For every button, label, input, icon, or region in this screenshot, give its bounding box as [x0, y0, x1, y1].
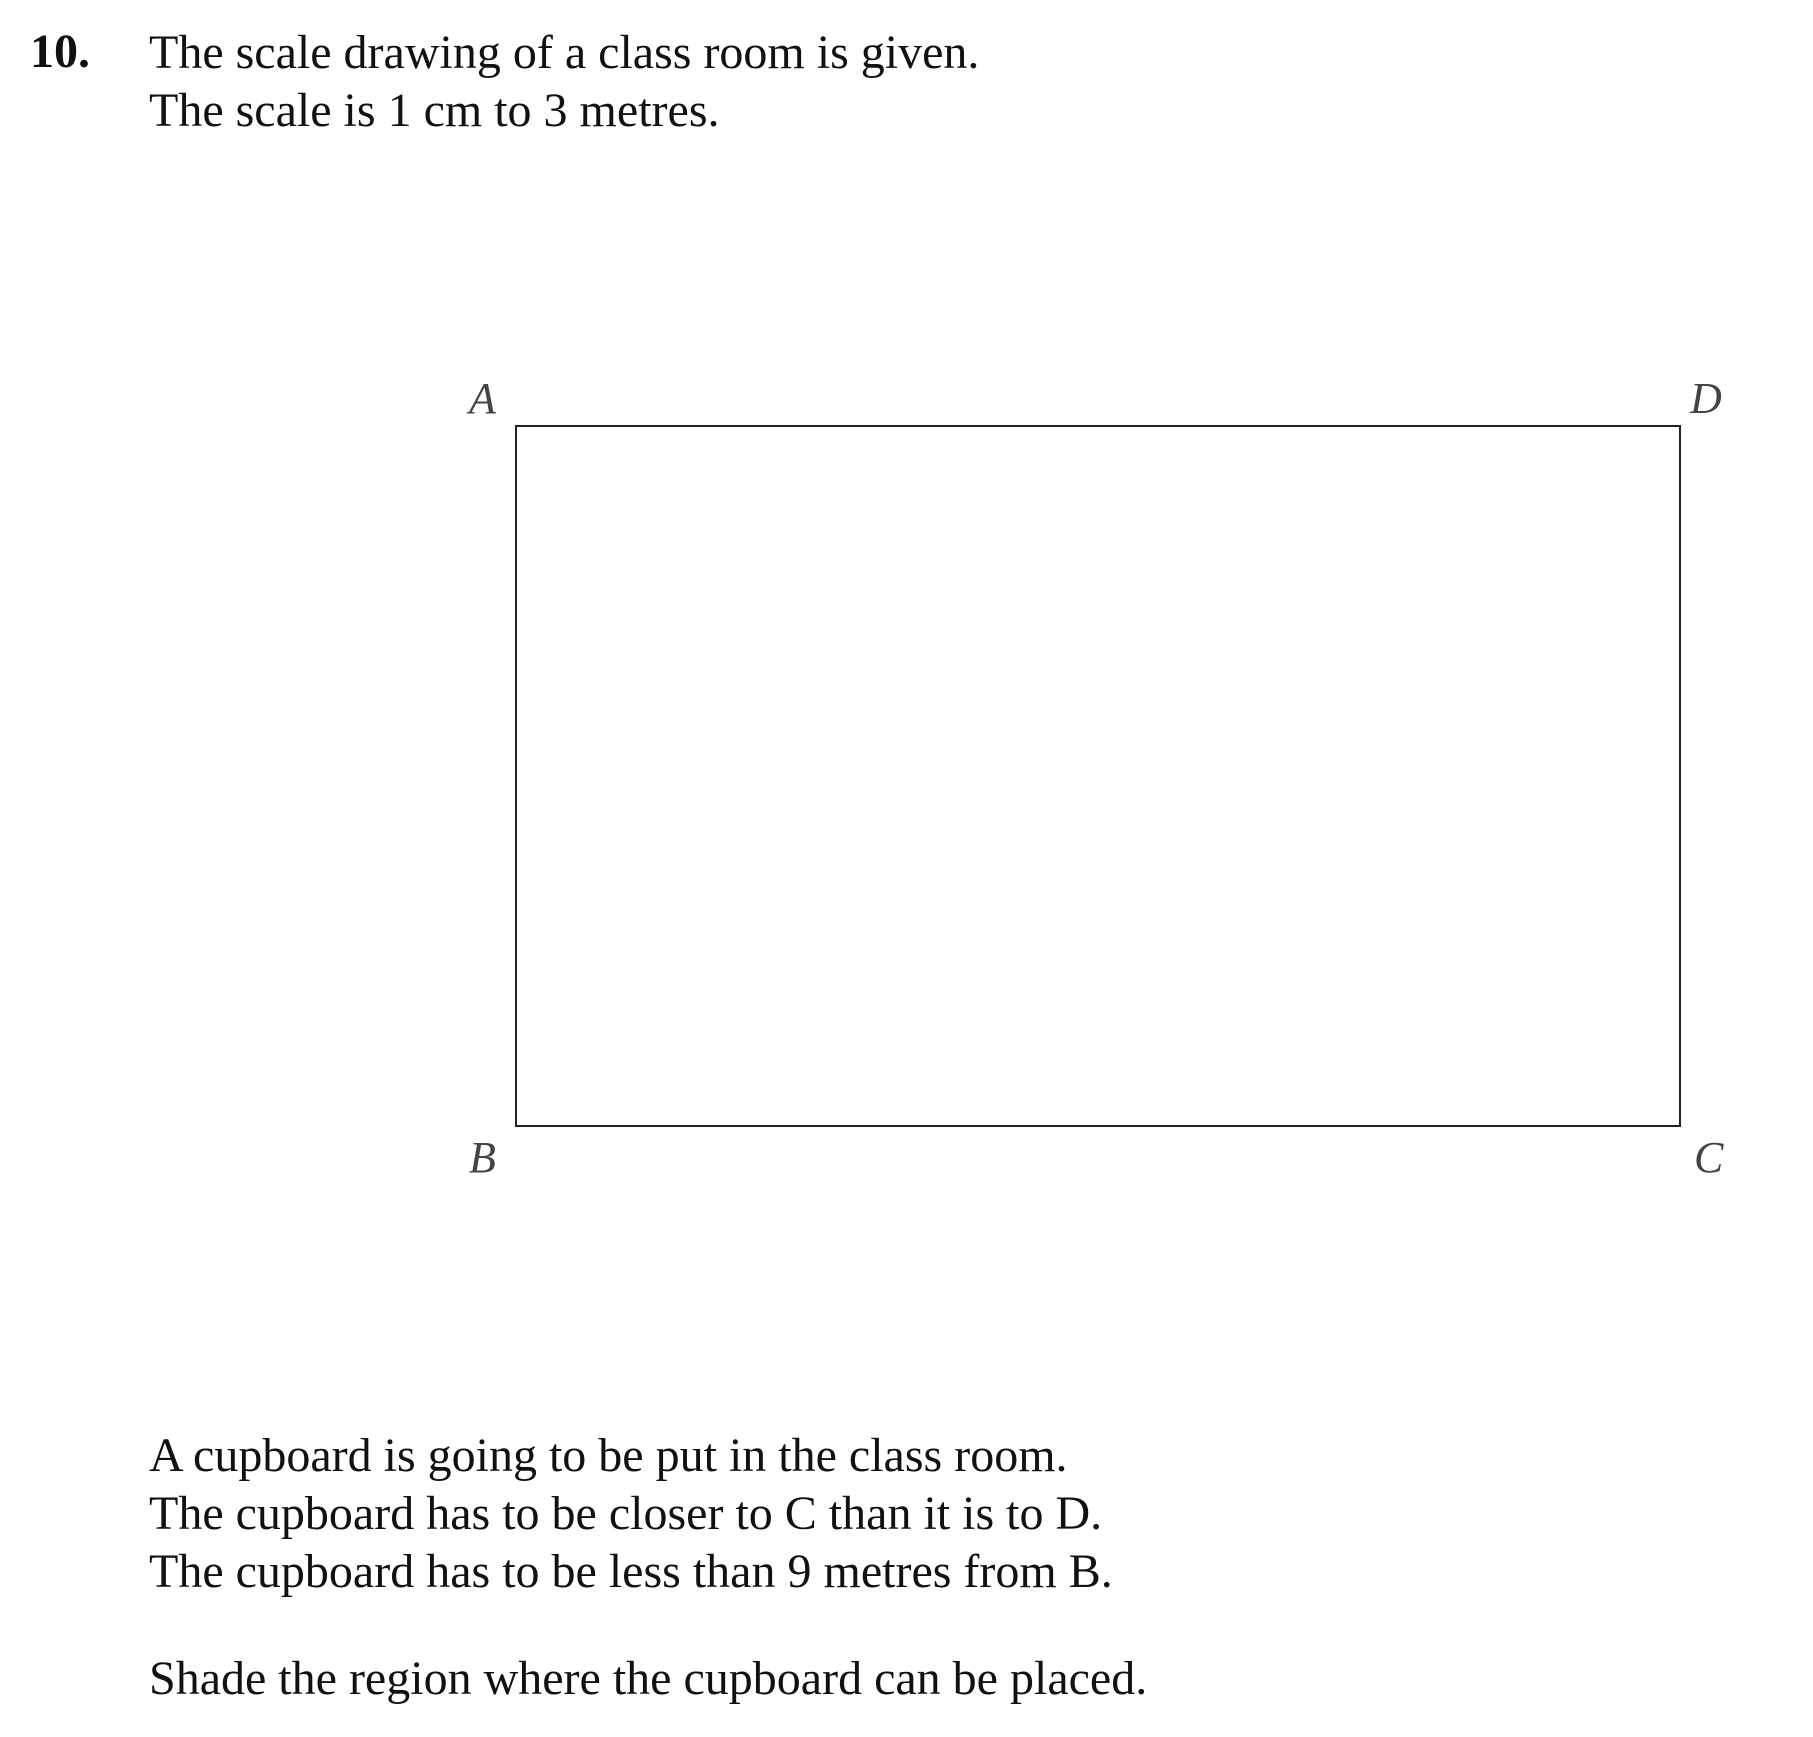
condition-line: The cupboard has to be closer to C than it is to D.: [149, 1487, 1103, 1540]
question-conditions: [149, 1427, 1113, 1601]
intro-line: The scale is 1 cm to 3 metres.: [149, 84, 720, 137]
question-instruction: Shade the region where the cupboard can be placed.: [149, 1652, 1148, 1705]
vertex-label-c: C: [1694, 1133, 1724, 1182]
intro-line: The scale drawing of a class room is given.: [149, 26, 980, 79]
vertex-label-b: B: [469, 1133, 496, 1182]
vertex-label-a: A: [469, 374, 496, 423]
classroom-rectangle: [516, 426, 1680, 1126]
condition-line: A cupboard is going to be put in the class room.: [149, 1429, 1068, 1482]
vertex-label-d: D: [1690, 374, 1722, 423]
condition-line: The cupboard has to be less than 9 metres from B.: [149, 1545, 1113, 1598]
question-number: 10.: [30, 25, 90, 78]
